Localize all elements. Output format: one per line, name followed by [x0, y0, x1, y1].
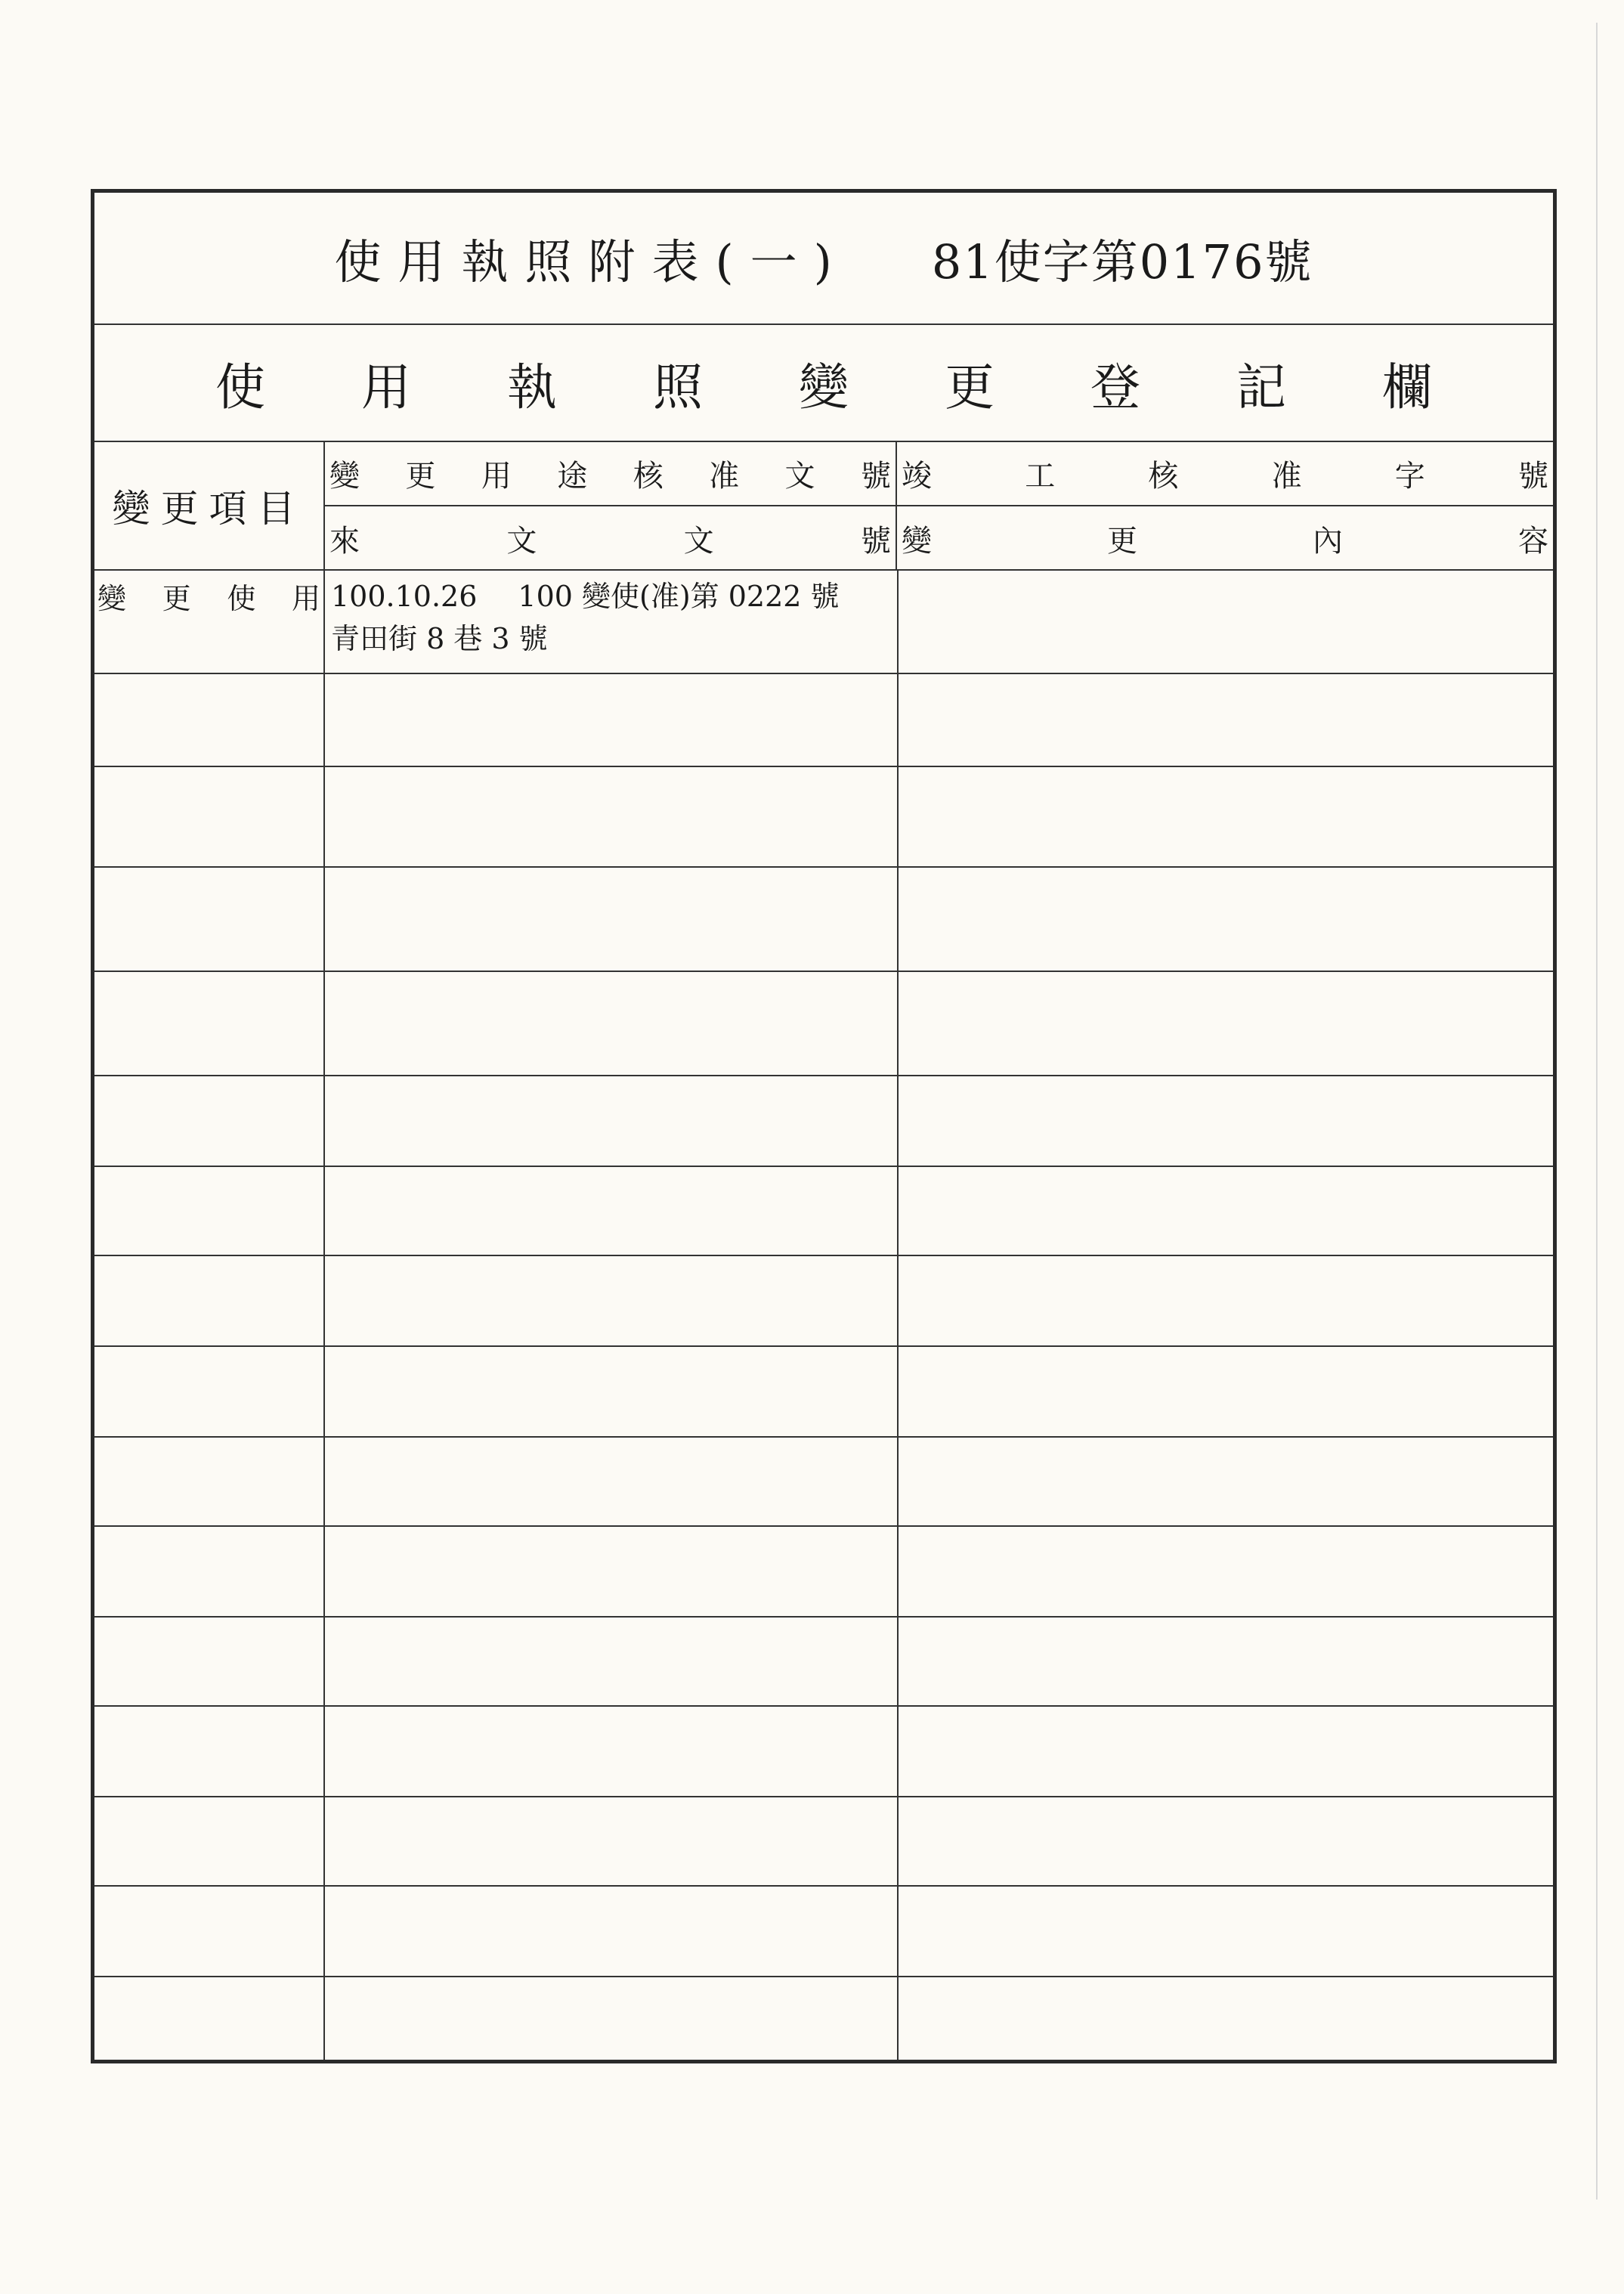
subtitle-char: 照 [653, 358, 703, 416]
change-content-header [897, 506, 1553, 571]
subtitle-char: 更 [945, 358, 995, 416]
completion-approval-number-header [897, 442, 1553, 506]
subtitle-char: 記 [1236, 358, 1286, 416]
approval-doc-cell [331, 575, 890, 660]
item-char: 變 [97, 582, 127, 615]
subtitle-char: 欄 [1382, 358, 1432, 416]
header-char: 核 [1148, 459, 1179, 494]
table-row [94, 767, 1553, 868]
subtitle-char: 使 [215, 358, 265, 416]
header-char: 號 [860, 524, 891, 559]
header-char: 號 [1517, 459, 1548, 494]
table-row [94, 1167, 1553, 1256]
table-row [94, 674, 1553, 767]
entry-date: 100.10.26 [331, 580, 478, 613]
header-char: 來 [329, 524, 360, 559]
header-char: 變 [329, 459, 360, 494]
entries-table [94, 571, 1553, 2060]
header-char: 容 [1518, 524, 1548, 559]
table-row [94, 1256, 1553, 1347]
incoming-doc-number-header [325, 506, 897, 571]
header-char: 內 [1313, 524, 1343, 559]
permit-number: 81使字第0176號 [931, 234, 1313, 289]
change-item-header: 變更項目 [94, 442, 325, 569]
permit-change-form [91, 189, 1557, 2063]
form-title-row [94, 193, 1553, 325]
header-char: 號 [860, 459, 891, 494]
header-char: 竣 [902, 459, 932, 494]
table-row [94, 1438, 1553, 1527]
table-row [94, 1618, 1553, 1707]
header-char: 准 [1271, 459, 1302, 494]
header-char: 途 [557, 459, 588, 494]
item-char: 更 [162, 582, 191, 615]
subtitle-char: 用 [361, 358, 411, 416]
scan-edge [1596, 23, 1598, 2200]
subtitle-char: 登 [1090, 358, 1140, 416]
table-row [94, 1347, 1553, 1438]
header-char: 字 [1394, 459, 1425, 494]
approval-doc-number-header [325, 442, 897, 506]
form-subtitle [215, 347, 1432, 419]
table-row [94, 1797, 1553, 1887]
table-row [94, 972, 1553, 1076]
header-char: 文 [784, 459, 815, 494]
table-row [94, 571, 1553, 674]
table-row [94, 1527, 1553, 1618]
entry-address: 青田街 8 巷 3 號 [331, 622, 548, 655]
table-row [94, 868, 1553, 972]
entry-doc-number: 100 變使(准)第 0222 號 [518, 580, 840, 613]
header-char: 更 [1107, 524, 1137, 559]
header-char: 准 [709, 459, 740, 494]
header-char: 文 [683, 524, 714, 559]
subtitle-char: 執 [507, 358, 557, 416]
table-row [94, 1887, 1553, 1977]
item-char: 用 [291, 582, 320, 615]
header-char: 變 [902, 524, 932, 559]
subtitle-char: 變 [799, 358, 849, 416]
table-row [94, 1977, 1553, 2060]
header-char: 更 [405, 459, 436, 494]
change-item-cell [97, 575, 320, 617]
header-char: 工 [1025, 459, 1056, 494]
table-header [94, 442, 1553, 571]
form-subtitle-row [94, 325, 1553, 442]
table-row [94, 1076, 1553, 1167]
header-char: 用 [481, 459, 512, 494]
form-title: 使用執照附表(一) [334, 234, 849, 289]
header-char: 核 [633, 459, 664, 494]
table-row [94, 1707, 1553, 1797]
item-char: 使 [227, 582, 256, 615]
header-char: 文 [506, 524, 537, 559]
